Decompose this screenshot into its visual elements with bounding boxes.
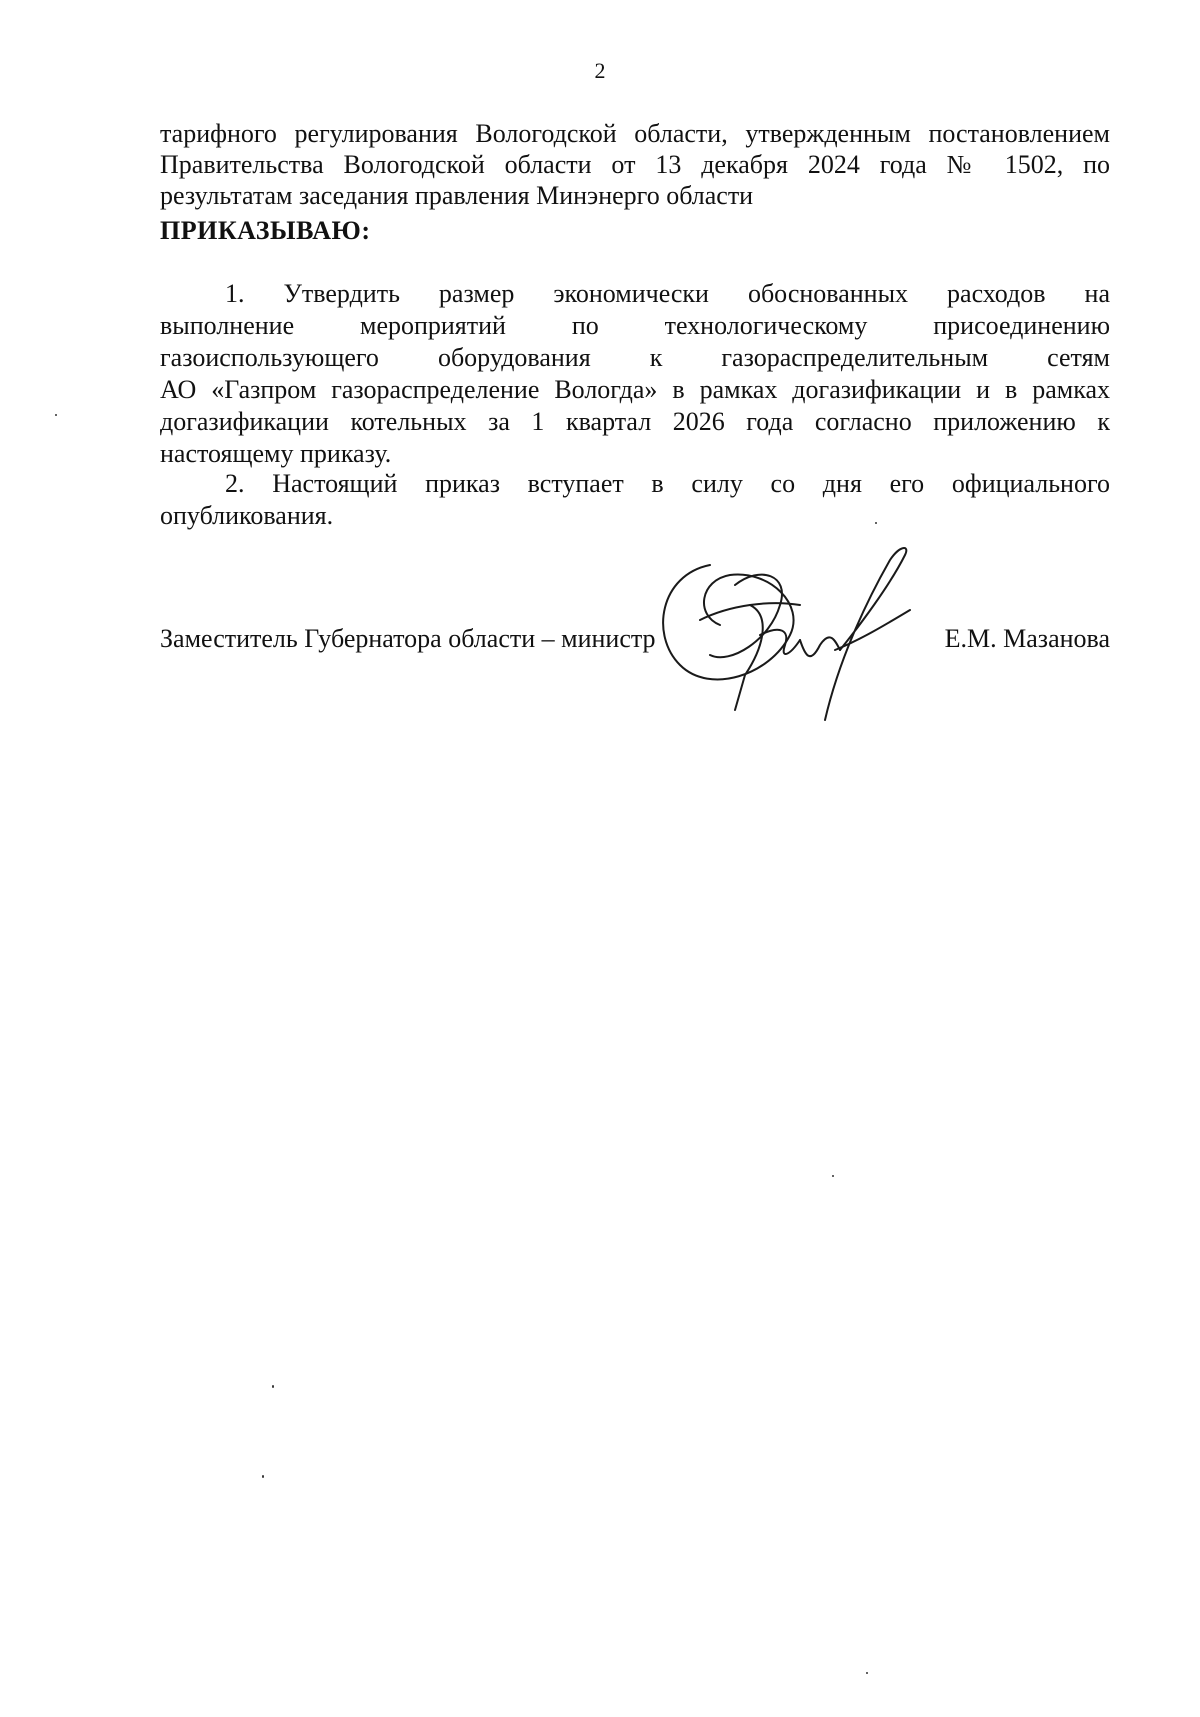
preamble-text — [160, 118, 1110, 211]
page-number: 2 — [594, 58, 606, 83]
signatory-title: Заместитель Губернатора области – министр — [160, 624, 656, 653]
scan-speck — [262, 1475, 264, 1478]
scan-speck — [55, 414, 57, 416]
paragraph-line: газоиспользующего оборудования к газораспределительным сетям — [160, 343, 1110, 372]
signatory-name: Е.М. Мазанова — [944, 624, 1110, 653]
paragraph-line: догазификации котельных за 1 квартал 2026 года согласно приложению к — [160, 407, 1110, 436]
paragraph-1 — [160, 278, 1110, 470]
scan-speck — [866, 1672, 868, 1674]
preamble-line: результатам заседания правления Минэнерго области — [160, 181, 754, 210]
paragraph-line: 1. Утвердить размер экономически обоснованных расходов на — [225, 279, 1110, 308]
preamble-line: Правительства Вологодской области от 13 декабря 2024 года № 1502, по — [160, 150, 1110, 179]
scan-speck — [272, 1385, 274, 1388]
paragraph-line: опубликования. — [160, 501, 334, 530]
paragraph-line: выполнение мероприятий по технологическому присоединению — [160, 311, 1110, 340]
paragraph-2 — [160, 468, 1110, 532]
scan-speck — [832, 1175, 834, 1177]
paragraph-line: настоящему приказу. — [160, 439, 392, 468]
preamble-line: тарифного регулирования Вологодской области, утвержденным постановлением — [160, 119, 1110, 148]
scan-speck — [875, 522, 877, 524]
order-heading: ПРИКАЗЫВАЮ: — [160, 216, 371, 245]
paragraph-line: АО «Газпром газораспределение Вологда» в рамках догазификации и в рамках — [160, 375, 1110, 404]
handwritten-signature-icon — [640, 545, 940, 725]
paragraph-line: 2. Настоящий приказ вступает в силу со дня его официального — [225, 469, 1110, 498]
